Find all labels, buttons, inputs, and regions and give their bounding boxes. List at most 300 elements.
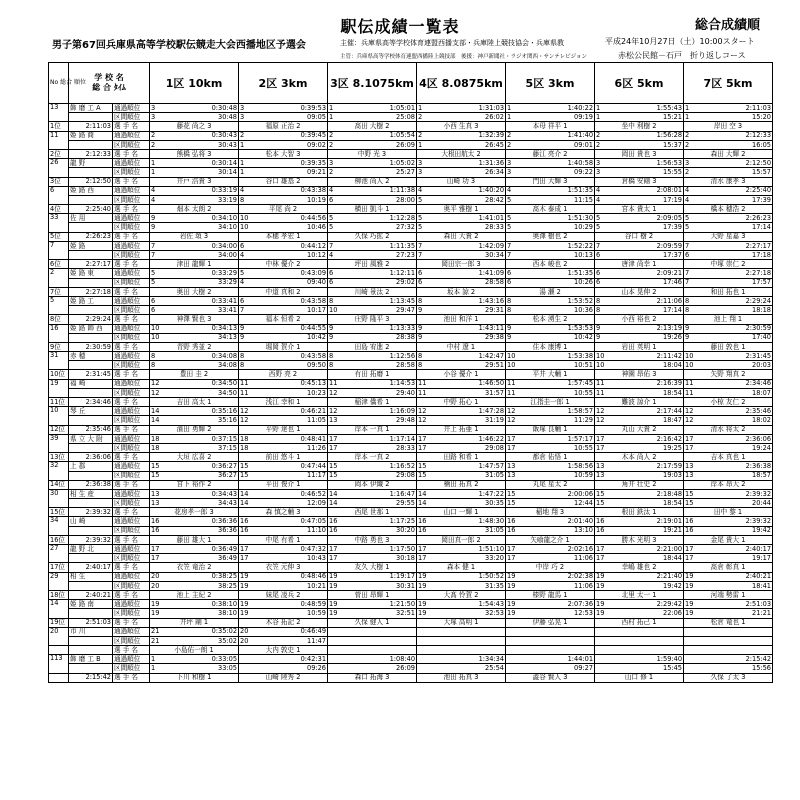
pass-rank: 6 — [596, 269, 601, 278]
pass-time: 0:48:59 — [300, 599, 327, 608]
runner-name: 久保 健人 1 — [328, 618, 417, 627]
leg-time: 19:42 — [752, 526, 772, 535]
runner-name: 山崎 陸秀 2 — [239, 673, 328, 682]
leg-split-cell — [684, 223, 773, 232]
total-time: 2:40:21 — [69, 590, 113, 599]
col-leg-7: 7区 5km — [684, 63, 773, 104]
leg-time: 22:06 — [663, 609, 683, 618]
leg-time: 19:25 — [663, 443, 683, 452]
leg-split-cell — [328, 636, 417, 645]
leg-time: 09:40 — [307, 278, 327, 287]
pass-time: 2:51:03 — [745, 599, 772, 608]
pass-rank: 2 — [685, 131, 690, 140]
runner-name: 藤花 尚之 3 — [150, 122, 239, 131]
leg-split-cell — [417, 499, 506, 508]
leg-time: 10:55 — [574, 388, 594, 397]
runner-name: 平井 大輔 1 — [506, 370, 595, 379]
leg-time: 11:26 — [307, 443, 327, 452]
runner-name: 勝木 光明 3 — [595, 535, 684, 544]
leg-split-cell — [328, 443, 417, 452]
leg-time: 26:02 — [485, 112, 505, 121]
leg-time: 19:24 — [752, 443, 772, 452]
pass-rank: 15 — [507, 489, 516, 498]
pass-time: 0:38:10 — [211, 599, 238, 608]
table-row — [49, 260, 773, 269]
pass-rank: 15 — [329, 462, 338, 471]
pass-time: 0:43:58 — [300, 296, 327, 305]
pass-time: 0:46:21 — [300, 406, 327, 415]
leg-time: 10:36 — [574, 305, 594, 314]
pass-rank: 1 — [596, 103, 601, 112]
pass-rank: 14 — [329, 489, 338, 498]
table-row — [49, 526, 773, 535]
pass-rank-label: 通過順位 — [113, 489, 150, 498]
pass-time: 2:36:38 — [745, 462, 772, 471]
leg-rank: 19 — [240, 609, 249, 618]
team-number: 7 — [49, 241, 69, 259]
leg-time: 17:19 — [663, 195, 683, 204]
leg-rank: 10 — [329, 305, 338, 314]
leg-pass-cell — [506, 241, 595, 250]
table-row — [49, 572, 773, 581]
leg-pass-cell — [417, 104, 506, 113]
leg-time: 09:26 — [307, 664, 327, 673]
pass-time: 0:35:02 — [211, 627, 238, 636]
pass-rank: 20 — [151, 572, 160, 581]
leg-split-cell — [595, 609, 684, 618]
leg-split-cell — [239, 223, 328, 232]
leg-time: 30:43 — [218, 140, 238, 149]
leg-split-cell — [150, 526, 239, 535]
leg-time: 32:51 — [396, 609, 416, 618]
overall-rank: 10位 — [49, 370, 69, 379]
pass-rank: 11 — [418, 379, 427, 388]
pass-time: 0:42:31 — [300, 655, 327, 664]
table-row — [49, 315, 773, 324]
leg-time: 29:08 — [485, 443, 505, 452]
runner-name: 西野 亮 2 — [239, 370, 328, 379]
leg-time: 10:19 — [307, 195, 327, 204]
runner-name: 岡田宗一郎 3 — [417, 260, 506, 269]
leg-pass-cell — [417, 434, 506, 443]
leg-pass-cell — [506, 379, 595, 388]
pass-rank-label: 通過順位 — [113, 572, 150, 581]
leg-rank: 18 — [151, 443, 160, 452]
leg-rank: 16 — [418, 526, 427, 535]
leg-time: 31:35 — [485, 581, 505, 590]
leg-split-cell — [417, 251, 506, 260]
team-number: 13 — [49, 104, 69, 122]
leg-rank: 15 — [596, 498, 605, 507]
leg-split-cell — [150, 499, 239, 508]
pass-rank: 21 — [151, 627, 160, 636]
leg-time: 11:17 — [307, 471, 327, 480]
leg-split-cell — [506, 664, 595, 673]
leg-pass-cell — [150, 159, 239, 168]
leg-time: 10:55 — [574, 443, 594, 452]
pass-time: 1:43:11 — [478, 324, 505, 333]
leg-rank: 15 — [685, 498, 694, 507]
pass-rank: 3 — [685, 158, 690, 167]
leg-split-cell — [417, 140, 506, 149]
leg-split-cell — [417, 306, 506, 315]
runner-name: 中林 優介 2 — [239, 260, 328, 269]
runner-name: 衣笠 竜治 2 — [150, 563, 239, 572]
team-name: 赤 穂 — [69, 352, 113, 361]
team-spacer — [69, 140, 113, 149]
leg-rank: 6 — [507, 278, 512, 287]
leg-rank: 11 — [507, 388, 516, 397]
leg-time: 11:10 — [307, 526, 327, 535]
table-row — [49, 140, 773, 149]
leg-time: 29:48 — [396, 416, 416, 425]
runner-name: 中塚 崇仁 2 — [684, 260, 773, 269]
leg-pass-cell — [417, 324, 506, 333]
leg-pass-cell — [150, 269, 239, 278]
team-spacer — [69, 416, 113, 425]
leg-split-cell — [595, 526, 684, 535]
pass-time: 2:18:48 — [656, 489, 683, 498]
overall-rank: 16位 — [49, 535, 69, 544]
leg-rank-label: 区間順位 — [113, 223, 150, 232]
runner-name: 角井 壮史 2 — [595, 480, 684, 489]
leg-split-cell — [684, 443, 773, 452]
total-time: 2:34:46 — [69, 398, 113, 407]
leg-split-cell — [684, 306, 773, 315]
leg-time: 36:27 — [218, 471, 238, 480]
pass-rank-label: 通過順位 — [113, 655, 150, 664]
leg-time: 17:39 — [663, 223, 683, 232]
leg-split-cell — [239, 195, 328, 204]
leg-split-cell — [150, 333, 239, 342]
pass-time: 1:11:35 — [389, 241, 416, 250]
pass-time: 1:56:53 — [656, 158, 683, 167]
total-time: 2:12:50 — [69, 177, 113, 186]
runner-name: 藤田 敦也 1 — [684, 342, 773, 351]
leg-rank: 20 — [240, 636, 249, 645]
leg-pass-cell — [684, 352, 773, 361]
pass-time: 1:52:22 — [567, 241, 594, 250]
pass-time: 1:56:28 — [656, 131, 683, 140]
pass-rank: 17 — [685, 544, 694, 553]
runner-name: 池上 翔 1 — [684, 315, 773, 324]
pass-rank: 15 — [596, 489, 605, 498]
pass-time: 2:00:06 — [567, 489, 594, 498]
table-row — [49, 177, 773, 186]
pass-time: 1:21:50 — [389, 599, 416, 608]
leg-split-cell — [506, 195, 595, 204]
team-number: 34 — [49, 517, 69, 535]
leg-pass-cell — [150, 186, 239, 195]
pass-time: 2:08:01 — [656, 186, 683, 195]
table-row — [49, 398, 773, 407]
table-row — [49, 251, 773, 260]
leg-time: 17:46 — [663, 278, 683, 287]
pass-rank: 6 — [240, 296, 245, 305]
pass-time: 1:43:16 — [478, 296, 505, 305]
leg-rank: 17 — [151, 553, 160, 562]
pass-rank: 1 — [151, 655, 156, 664]
runner-name: 松本 大智 3 — [239, 149, 328, 158]
leg-rank: 10 — [596, 361, 605, 370]
pass-time: 1:47:28 — [478, 406, 505, 415]
pass-rank: 3 — [596, 158, 601, 167]
pass-rank: 3 — [507, 158, 512, 167]
leg-pass-cell — [150, 545, 239, 554]
leg-time: 18:02 — [752, 416, 772, 425]
pass-rank: 5 — [329, 214, 334, 223]
pass-time: 1:05:02 — [389, 158, 416, 167]
runner-name: 有田 拓磨 1 — [328, 370, 417, 379]
leg-split-cell — [328, 278, 417, 287]
runner-label: 選 手 名 — [113, 287, 150, 296]
leg-split-cell — [328, 581, 417, 590]
leg-split-cell — [506, 609, 595, 618]
pass-rank: 4 — [596, 186, 601, 195]
pass-rank: 4 — [151, 186, 156, 195]
leg-pass-cell — [239, 407, 328, 416]
leg-split-cell — [417, 416, 506, 425]
leg-time: 34:50 — [218, 388, 238, 397]
pass-time: 1:32:39 — [478, 131, 505, 140]
team-spacer — [69, 499, 113, 508]
pass-rank: 10 — [507, 351, 516, 360]
leg-rank: 1 — [151, 664, 156, 673]
leg-split-cell — [595, 388, 684, 397]
pass-time: 1:12:56 — [389, 351, 416, 360]
leg-split-cell — [239, 526, 328, 535]
table-row — [49, 241, 773, 250]
pass-time: 0:39:35 — [300, 158, 327, 167]
leg-time: 15:37 — [663, 140, 683, 149]
leg-pass-cell — [506, 131, 595, 140]
leg-split-cell — [506, 168, 595, 177]
table-row — [49, 159, 773, 168]
pass-time: 1:40:58 — [567, 158, 594, 167]
runner-label: 選 手 名 — [113, 342, 150, 351]
leg-pass-cell — [328, 186, 417, 195]
leg-split-cell — [506, 471, 595, 480]
runner-name: 森本 健 1 — [417, 563, 506, 572]
leg-pass-cell — [150, 379, 239, 388]
leg-rank: 7 — [240, 305, 245, 314]
leg-split-cell — [328, 526, 417, 535]
runner-name: 本穂 孝宏 1 — [239, 232, 328, 241]
leg-split-cell — [595, 223, 684, 232]
sponsor-line: 主管：兵庫県高等学校体育連盟西播陸上競技部 後援：神戸新聞社・ラジオ関西・サンテレビジョン — [340, 54, 588, 60]
pass-rank: 17 — [418, 434, 427, 443]
table-row — [49, 407, 773, 416]
overall-rank: 1位 — [49, 122, 69, 131]
pass-time: 0:33:19 — [211, 186, 238, 195]
pass-time: 0:39:45 — [300, 131, 327, 140]
leg-pass-cell — [595, 131, 684, 140]
leg-rank-label: 区間順位 — [113, 333, 150, 342]
pass-rank: 12 — [685, 406, 694, 415]
col-team-name: 学 校 名 — [94, 72, 124, 82]
pass-time: 0:45:13 — [300, 379, 327, 388]
total-time: 2:51:03 — [69, 618, 113, 627]
runner-label: 選 手 名 — [113, 370, 150, 379]
table-row — [49, 646, 773, 655]
pass-rank: 12 — [329, 406, 338, 415]
leg-rank: 9 — [418, 305, 423, 314]
pass-time: 1:51:35 — [567, 269, 594, 278]
pass-rank: 6 — [151, 296, 156, 305]
leg-split-cell — [684, 416, 773, 425]
leg-rank: 19 — [329, 609, 338, 618]
total-time: 2:29:24 — [69, 315, 113, 324]
runner-name: 津田 龍輝 1 — [150, 260, 239, 269]
runner-name: 矢野 翔真 2 — [684, 370, 773, 379]
runner-name: 小谷 優介 1 — [417, 370, 506, 379]
leg-time: 21:21 — [752, 609, 772, 618]
leg-rank: 12 — [685, 416, 694, 425]
leg-rank: 2 — [151, 140, 156, 149]
runner-name: 奥田 大樹 2 — [150, 287, 239, 296]
event-subtitle: 男子第67回兵庫県高等学校駅伝競走大会西播地区予選会 — [52, 40, 306, 51]
runner-name: 中村 遼 1 — [417, 342, 506, 351]
pass-time: 2:27:18 — [745, 269, 772, 278]
team-name: 福 崎 — [69, 379, 113, 388]
leg-pass-cell — [417, 296, 506, 305]
leg-time: 11:06 — [574, 553, 594, 562]
leg-time: 25:27 — [396, 168, 416, 177]
leg-time: 09:19 — [574, 112, 594, 121]
runner-name: 澁谷 賢人 3 — [506, 673, 595, 682]
leg-split-cell — [328, 223, 417, 232]
leg-pass-cell — [150, 627, 239, 636]
runner-name: 森田 大輝 2 — [684, 149, 773, 158]
runner-name: 池田 拓真 3 — [417, 673, 506, 682]
pass-rank: 1 — [240, 158, 245, 167]
leg-pass-cell — [417, 159, 506, 168]
leg-rank: 7 — [418, 250, 423, 259]
runner-name: 中尾 有希 1 — [239, 535, 328, 544]
pass-time: 1:55:43 — [656, 103, 683, 112]
leg-rank: 10 — [240, 223, 249, 232]
leg-pass-cell — [595, 655, 684, 664]
leg-split-cell — [328, 251, 417, 260]
leg-split-cell — [417, 388, 506, 397]
leg-rank: 4 — [596, 195, 601, 204]
runner-name: 岸本 一真 1 — [328, 425, 417, 434]
leg-pass-cell — [684, 269, 773, 278]
pass-rank: 6 — [329, 269, 334, 278]
team-number: 11 — [49, 131, 69, 149]
leg-pass-cell — [239, 600, 328, 609]
pass-rank: 5 — [151, 269, 156, 278]
leg-rank: 1 — [151, 168, 156, 177]
pass-rank: 8 — [507, 296, 512, 305]
pass-rank: 9 — [596, 324, 601, 333]
leg-time: 17:40 — [752, 333, 772, 342]
leg-rank: 17 — [329, 443, 338, 452]
leg-rank: 16 — [329, 526, 338, 535]
runner-name: 庄野 隆平 3 — [328, 315, 417, 324]
leg-split-cell — [328, 168, 417, 177]
pass-time: 0:36:27 — [211, 462, 238, 471]
leg-time: 30:18 — [396, 553, 416, 562]
leg-rank: 10 — [507, 361, 516, 370]
total-time: 2:40:17 — [69, 563, 113, 572]
leg-rank: 8 — [240, 195, 245, 204]
pass-rank: 4 — [507, 186, 512, 195]
pass-rank: 9 — [329, 324, 334, 333]
leg-rank: 9 — [240, 333, 245, 342]
leg-pass-cell — [684, 489, 773, 498]
leg-split-cell — [595, 664, 684, 673]
runner-name: 福本 恒希 2 — [239, 315, 328, 324]
leg-rank: 12 — [329, 388, 338, 397]
leg-pass-cell — [150, 407, 239, 416]
pass-time: 0:35:16 — [211, 406, 238, 415]
pass-rank: 7 — [596, 241, 601, 250]
runner-name: 田島 宥進 2 — [328, 342, 417, 351]
leg-pass-cell — [684, 159, 773, 168]
leg-split-cell — [328, 361, 417, 370]
pass-rank: 20 — [240, 627, 249, 636]
team-name: 龍 野 北 — [69, 545, 113, 554]
overall-rank: 12位 — [49, 425, 69, 434]
leg-time: 15:20 — [752, 112, 772, 121]
total-time: 2:36:06 — [69, 453, 113, 462]
table-row — [49, 342, 773, 351]
runner-name: 河端 勢雷 1 — [684, 590, 773, 599]
team-spacer — [69, 251, 113, 260]
leg-pass-cell — [150, 462, 239, 471]
leg-rank: 12 — [240, 416, 249, 425]
runner-name: 髙木 泰成 1 — [506, 205, 595, 214]
runner-name: 岡田真一郎 2 — [417, 535, 506, 544]
leg-split-cell — [328, 113, 417, 122]
runner-name: 奥澤 樹也 2 — [506, 232, 595, 241]
leg-split-cell — [595, 361, 684, 370]
pass-rank-label: 通過順位 — [113, 462, 150, 471]
leg-pass-cell — [417, 407, 506, 416]
leg-time: 09:21 — [307, 168, 327, 177]
runner-name: 清水 康孝 3 — [684, 177, 773, 186]
pass-time: 1:34:34 — [478, 655, 505, 664]
leg-split-cell — [506, 333, 595, 342]
pass-time: 0:44:12 — [300, 241, 327, 250]
leg-time: 27:32 — [396, 223, 416, 232]
leg-split-cell — [506, 526, 595, 535]
leg-split-cell — [506, 306, 595, 315]
pass-time: 0:47:32 — [300, 544, 327, 553]
team-number: 113 — [49, 655, 69, 673]
leg-rank: 6 — [329, 278, 334, 287]
pass-rank-label: 通過順位 — [113, 379, 150, 388]
leg-time: 10:17 — [307, 305, 327, 314]
pass-rank: 15 — [418, 462, 427, 471]
pass-time: 0:39:53 — [300, 103, 327, 112]
leg-split-cell — [150, 388, 239, 397]
runner-name: 江指圭一郎 1 — [506, 398, 595, 407]
table-row — [49, 306, 773, 315]
leg-split-cell — [684, 664, 773, 673]
pass-rank-label: 通過順位 — [113, 517, 150, 526]
overall-rank: 5位 — [49, 232, 69, 241]
leg-rank: 7 — [507, 250, 512, 259]
table-row — [49, 269, 773, 278]
leg-time: 30:20 — [396, 526, 416, 535]
leg-time: 30:35 — [485, 498, 505, 507]
leg-split-cell — [239, 278, 328, 287]
leg-time: 34:13 — [218, 333, 238, 342]
leg-pass-cell — [239, 241, 328, 250]
pass-rank: 19 — [151, 599, 160, 608]
